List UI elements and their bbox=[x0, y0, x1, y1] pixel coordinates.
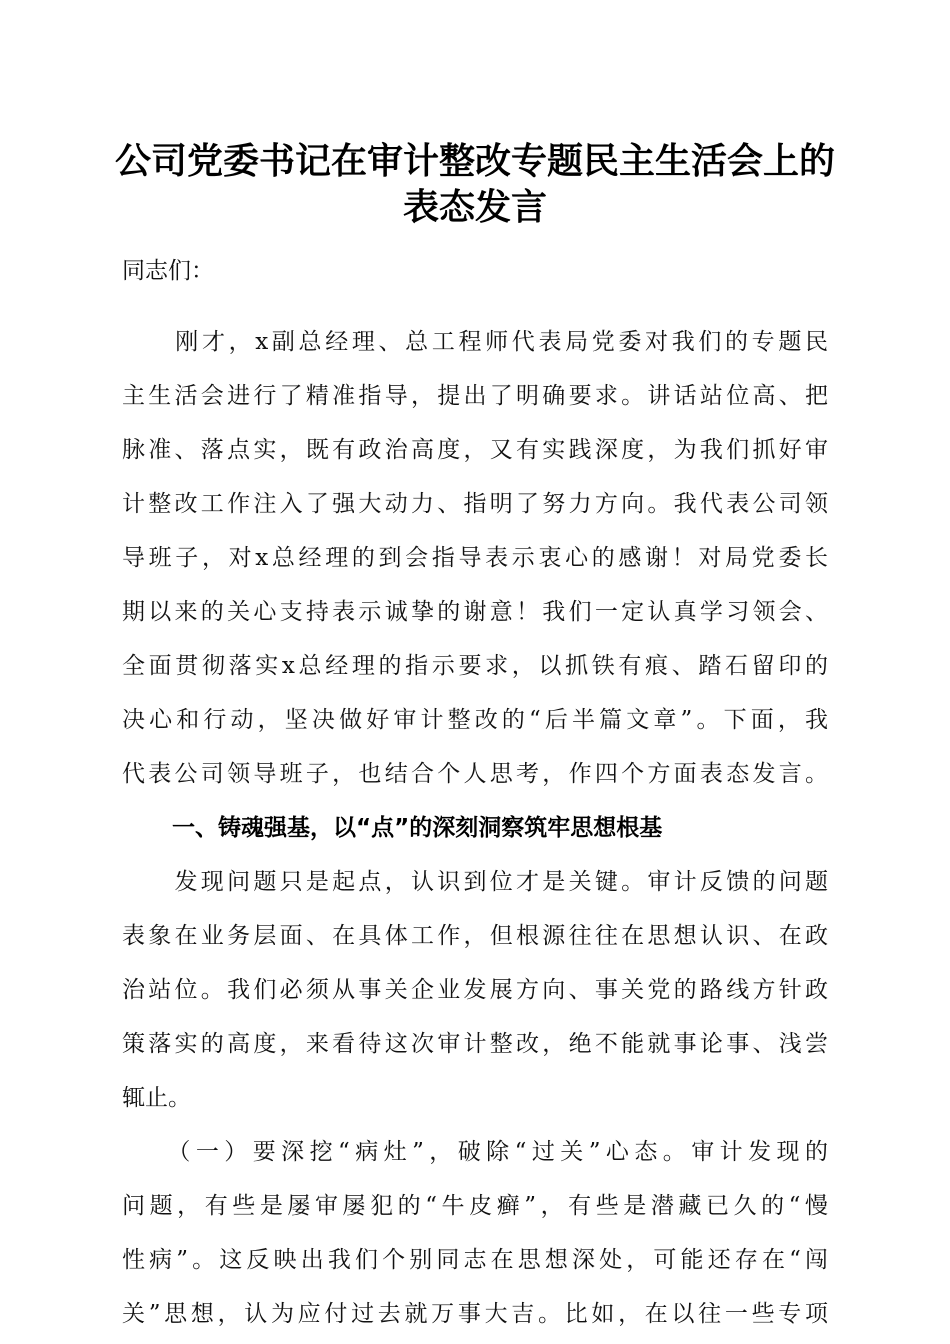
paragraph-2-line-4: 策落实的高度，来看待这次审计整改，绝不能就事论事、浅尝 bbox=[122, 1031, 828, 1057]
paragraph-3-line-4: 关”思想，认为应付过去就万事大吉。比如，在以往一些专项 bbox=[122, 1301, 828, 1327]
paragraph-1-line-6: 期以来的关心支持表示诚挚的谢意！我们一定认真学习领会、 bbox=[122, 599, 828, 625]
paragraph-1-line-8: 决心和行动，坚决做好审计整改的“后半篇文章”。下面，我 bbox=[122, 707, 828, 733]
paragraph-2-line-5: 辄止。 bbox=[122, 1085, 191, 1111]
paragraph-2-line-1: 发现问题只是起点，认识到位才是关键。审计反馈的问题 bbox=[122, 869, 828, 895]
paragraph-2-line-2: 表象在业务层面、在具体工作，但根源往往在思想认识、在政 bbox=[122, 923, 828, 949]
document-title-line-1: 公司党委书记在审计整改专题民主生活会上的 bbox=[114, 140, 835, 182]
paragraph-1-line-7: 全面贯彻落实x总经理的指示要求，以抓铁有痕、踏石留印的 bbox=[122, 653, 828, 679]
section-1-heading: 一、铸魂强基，以“点”的深刻洞察筑牢思想根基 bbox=[172, 815, 663, 841]
paragraph-1-line-9: 代表公司领导班子，也结合个人思考，作四个方面表态发言。 bbox=[122, 761, 828, 787]
paragraph-2-line-3: 治站位。我们必须从事关企业发展方向、事关党的路线方针政 bbox=[122, 977, 828, 1003]
paragraph-3-line-3: 性病”。这反映出我们个别同志在思想深处，可能还存在“闯 bbox=[122, 1247, 828, 1273]
paragraph-3-line-2: 问题，有些是屡审屡犯的“牛皮癣”，有些是潜藏已久的“慢 bbox=[122, 1193, 828, 1219]
document-title-line-2: 表态发言 bbox=[402, 186, 547, 228]
paragraph-1-line-5: 导班子，对x总经理的到会指导表示衷心的感谢！对局党委长 bbox=[122, 545, 828, 571]
salutation: 同志们： bbox=[122, 258, 214, 284]
paragraph-3-line-1: （一）要深挖“病灶”，破除“过关”心态。审计发现的 bbox=[122, 1139, 828, 1165]
paragraph-1-line-1: 刚才，x副总经理、总工程师代表局党委对我们的专题民 bbox=[122, 329, 828, 355]
paragraph-1-line-3: 脉准、落点实，既有政治高度，又有实践深度，为我们抓好审 bbox=[122, 437, 828, 463]
paragraph-1-line-4: 计整改工作注入了强大动力、指明了努力方向。我代表公司领 bbox=[122, 491, 828, 517]
paragraph-1-line-2: 主生活会进行了精准指导，提出了明确要求。讲话站位高、把 bbox=[122, 383, 828, 409]
